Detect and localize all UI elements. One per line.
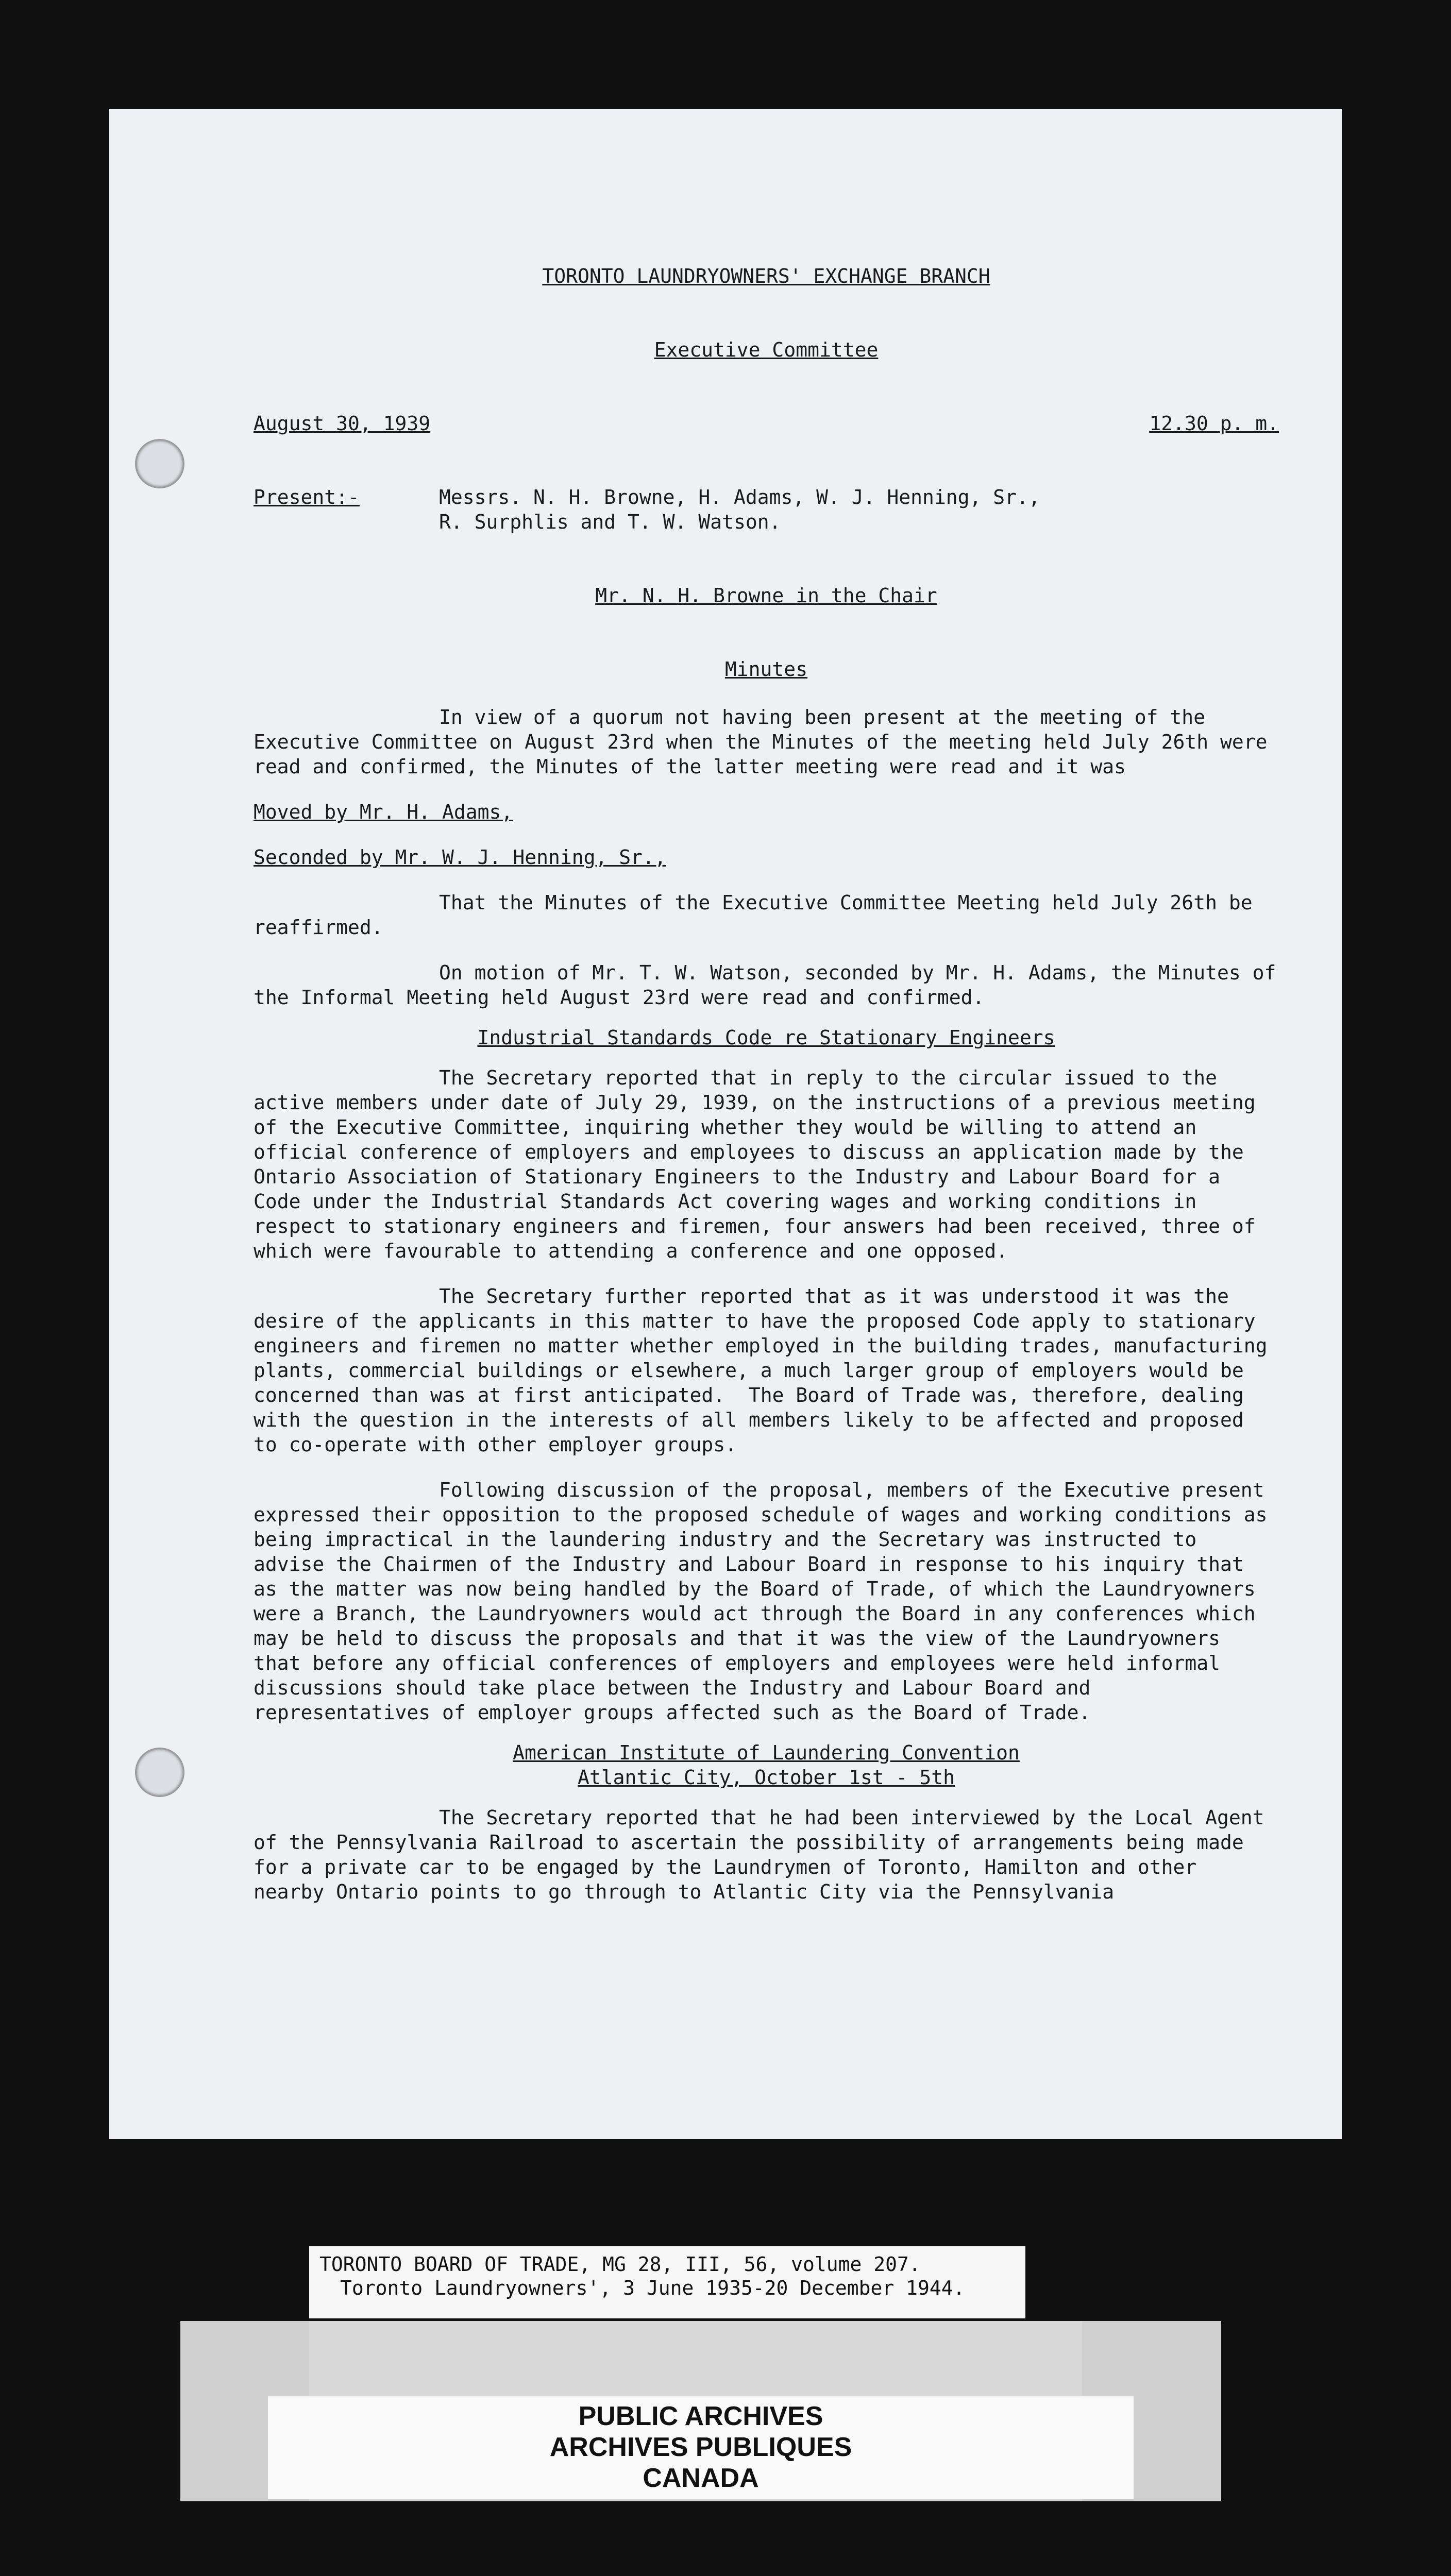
chair-line: Mr. N. H. Browne in the Chair — [595, 584, 937, 607]
industrial-heading: Industrial Standards Code re Stationary Engineers — [477, 1026, 1055, 1049]
archive-reference-line-2: Toronto Laundryowners', 3 June 1935-20 December 1944. — [340, 2277, 965, 2299]
punch-hole-top — [135, 439, 184, 488]
document-page — [109, 109, 1342, 2139]
date-row — [254, 411, 1279, 436]
branch-title: TORONTO LAUNDRYOWNERS' EXCHANGE BRANCH — [542, 265, 990, 287]
convention-paragraph-1: The Secretary reported that he had been interviewed by the Local Agent of the Pennsylvania Railroad to ascertain the possibility of arrangements being made for a private car to be engaged by the Laundrymen of Toronto, Hamilton and other nearby Ontario points to go through to Atlantic City via the Pennsylvania — [254, 1806, 1276, 1903]
present-label: Present:- — [254, 486, 360, 509]
present-line-2: R. Surphlis and T. W. Watson. — [439, 511, 781, 533]
seconded-line: Seconded by Mr. W. J. Henning, Sr., — [254, 846, 666, 869]
resolution-paragraph: That the Minutes of the Executive Committee Meeting held July 26th be reaffirmed. — [254, 891, 1264, 939]
meeting-date: August 30, 1939 — [254, 412, 431, 435]
present-block — [254, 485, 1279, 534]
archive-reference-label — [309, 2246, 1025, 2318]
archive-stamp-line-1: PUBLIC ARCHIVES — [578, 2401, 823, 2431]
industrial-paragraph-3: Following discussion of the proposal, members of the Executive present expressed their opposition to the proposed schedule of wages and working conditions as being impractical in the laundering industry and the Secretary was instructed to advise the Chairmen of the Industry and Labour Board in response to his inquiry that as the matter was now being handled by the Board of Trade, of which the Laundryowners were a Branch, the Laundryowners would act through the Board in any conferences which may be held to discuss the proposals and that it was the view of the Laundryowners that before any official conferences of employers and employees were held informal discussions should take place between the Industry and Labour Board and representatives of employer groups affected such as the Board of Trade. — [254, 1479, 1279, 1724]
archive-stamp — [268, 2396, 1134, 2499]
archive-reference-line-1: TORONTO BOARD OF TRADE, MG 28, III, 56, volume 207. — [319, 2253, 921, 2276]
present-line-1: Messrs. N. H. Browne, H. Adams, W. J. Henning, Sr., — [439, 486, 1040, 509]
industrial-paragraph-1: The Secretary reported that in reply to the circular issued to the active members under date of July 29, 1939, on the instructions of a previous meeting of the Executive Committee, inquiring whether they would be willing to attend an official conference of employers and employees to discuss an application made by the Ontario Association of Stationary Engineers to the Industry and Labour Board for a Code under the Industrial Standards Act covering wages and working conditions in respect to stationary engineers and firemen, four answers had been received, three of which were favourable to attending a conference and one opposed. — [254, 1066, 1268, 1262]
convention-heading-1: American Institute of Laundering Convention — [513, 1741, 1020, 1764]
industrial-paragraph-2: The Secretary further reported that as it was understood it was the desire of the applicants in this matter to have the proposed Code apply to stationary engineers and firemen no matter whether employed in the building trades, manufacturing plants, commercial buildings or elsewhere, a much larger group of employers would be concerned than was at first anticipated. The Board of Trade was, therefore, dealing with the question in the interests of all members likely to be affected and proposed to co-operate with other employer groups. — [254, 1285, 1279, 1456]
document-body — [254, 264, 1288, 1904]
motion-paragraph: On motion of Mr. T. W. Watson, seconded by Mr. H. Adams, the Minutes of the Informal Meeting held August 23rd were read and confirmed. — [254, 961, 1288, 1009]
minutes-paragraph: In view of a quorum not having been present at the meeting of the Executive Committee on August 23rd when the Minutes of the meeting held July 26th were read and confirmed, the Minutes of the latter meeting were read and it was — [254, 706, 1279, 778]
convention-heading-2: Atlantic City, October 1st - 5th — [577, 1766, 955, 1789]
moved-line: Moved by Mr. H. Adams, — [254, 801, 513, 823]
meeting-time: 12.30 p. m. — [1149, 412, 1279, 435]
punch-hole-bottom — [135, 1748, 184, 1797]
minutes-heading: Minutes — [724, 658, 808, 681]
archive-stamp-line-3: CANADA — [643, 2463, 759, 2493]
committee-title: Executive Committee — [654, 338, 879, 361]
archive-stamp-line-2: ARCHIVES PUBLIQUES — [549, 2432, 852, 2462]
